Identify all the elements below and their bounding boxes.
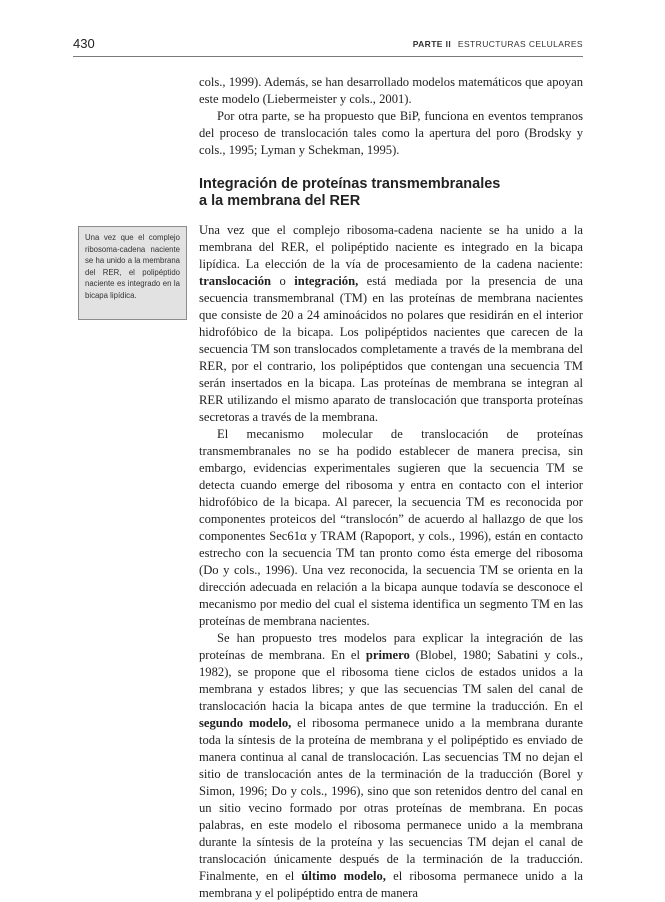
text-run: el ribosoma permanece unido a la membrana durante toda la síntesis de la proteína de membrana y el polipéptido es enviado de manera continua al canal de translocación. Las secuencias TM no dejan el sitio de translocación antes de la terminación de la traducción (Borel y Simon, 1996; Do y cols., 1996), sino que son retenidos dentro del canal en un sitio vecino formado por otras proteínas de membrana. En pocas palabras, en este modelo el ribosoma permanece unido a la membrana durante la síntesis de la proteína y las secuencias TM dejan el canal de translocación únicamente después de la terminación de la traducción. Finalmente, en el [199,716,583,883]
text-run: o [271,274,295,288]
key-term: primero [365,648,410,662]
margin-note: Una vez que el complejo ribosoma-cadena naciente se ha unido a la membrana del RER, el polipéptido naciente es integrado en la bicapa lipídica. [78,226,187,320]
text-run: Una vez que el complejo ribosoma-cadena naciente se ha unido a la membrana del RER, el polipéptido naciente es integrado en la bicapa lipídica. La elección de la vía de procesamiento de la cadena naciente: [199,223,583,271]
paragraph: Por otra parte, se ha propuesto que BiP, funciona en eventos tempranos del proceso de translocación tales como la apertura del poro (Brodsky y cols., 1995; Lyman y Schekman, 1995). [199,109,583,157]
key-term: segundo modelo, [199,716,292,730]
text-run: Se han propuesto tres modelos para explicar la integración de las proteínas de membrana. En el [199,631,583,662]
running-head [413,39,583,49]
paragraph: cols., 1999). Además, se han desarrollado modelos matemáticos que apoyan este modelo (Liebermeister y cols., 2001). [199,75,583,106]
section-heading-line: a la membrana del RER [199,193,361,209]
continued-text [199,74,583,159]
part-title: ESTRUCTURAS CELULARES [457,39,583,49]
text-run: (Blobel, 1980; Sabatini y cols., 1982), se propone que el ribosoma tiene ciclos de estados unidos a la membrana y estados libres; y que las secuencias TM salen del canal de translocación hacia la bicapa antes de que termine la traducción. En el [199,648,583,713]
key-term: translocación [199,274,272,288]
text-run: el ribosoma permanece unido a la membrana y el polipéptido entra de manera [199,869,583,900]
section-heading [199,176,583,210]
part-label: PARTE II [412,39,452,49]
page-number: 430 [73,36,95,51]
key-term: integración, [294,274,359,288]
running-header [73,36,583,57]
paragraph [199,222,583,426]
text-run: está mediada por la presencia de una secuencia transmembranal (TM) en las proteínas de membrana nacientes que consiste de 20 a 24 aminoácidos no polares que residirán en el interior hidrofóbico de la bicapa. Los polipéptidos nacientes que carecen de la secuencia TM son translocados completamente a través de la membrana del RER, por el contrario, los polipéptidos que contengan una secuencia TM serán insertados en la bicapa. Las proteínas de membrana se integran al RER utilizando el mismo aparato de translocación que transporta proteínas secretoras a través de la membrana. [199,274,583,424]
paragraph [199,630,583,902]
key-term: último modelo, [301,869,386,883]
paragraph: El mecanismo molecular de translocación de proteínas transmembranales no se ha podido establecer de manera precisa, sin embargo, evidencias experimentales sugieren que la secuencia TM se detecta cuando emerge del ribosoma y entra en contacto con el interior hidrofóbico de la bicapa. Al parecer, la secuencia TM es reconocida por componentes proteicos del “translocón” de acuerdo al hallazgo de que los componentes Sec61α y TRAM (Rapoport, y cols., 1996), están en contacto estrecho con la secuencia TM tan pronto como ésta emerge del ribosoma (Do y cols., 1996). Una vez reconocida, la secuencia TM se orienta en la dirección adecuada en relación a la bicapa aunque todavía se desconoce el mecanismo por medio del cual el sistema identifica un segmento TM en las proteínas de membrana nacientes. [199,427,583,628]
section-heading-line: Integración de proteínas transmembranales [199,176,501,192]
section-body [199,222,583,902]
